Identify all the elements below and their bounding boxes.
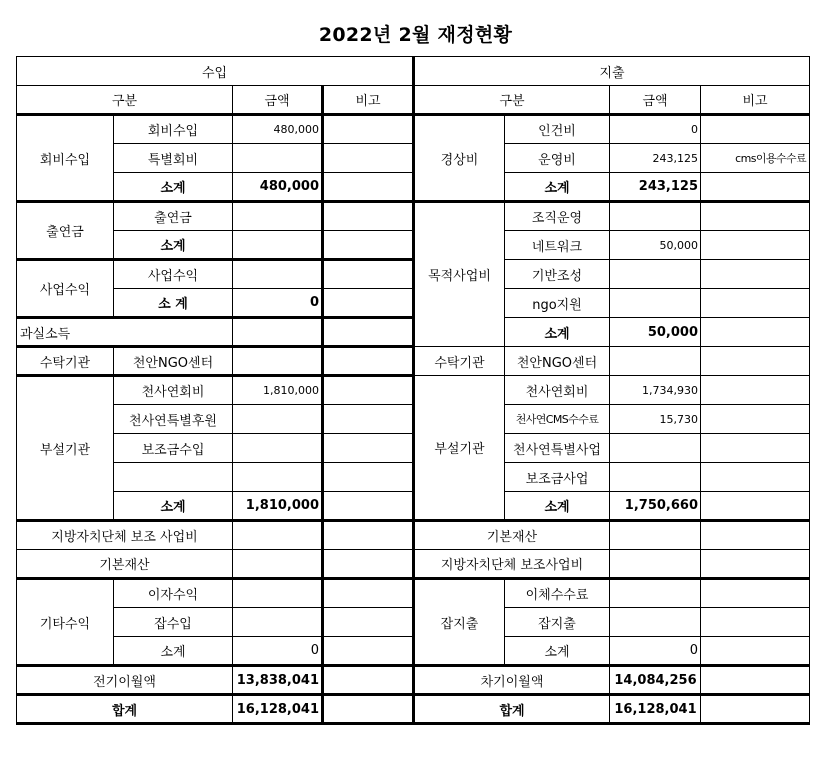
expense-basic-assets: 기본재산 — [414, 521, 610, 550]
expense-group-affiliate: 부설기관 — [414, 376, 505, 521]
expense-item: 천사연회비 — [505, 376, 610, 405]
income-col-amount: 금액 — [233, 86, 323, 115]
expense-amount — [610, 550, 701, 579]
income-note — [323, 434, 414, 463]
income-note — [323, 231, 414, 260]
expense-item: 보조금사업 — [505, 463, 610, 492]
expense-amount — [610, 463, 701, 492]
income-amount — [233, 463, 323, 492]
income-carry-in-label: 전기이월액 — [17, 666, 233, 695]
income-group-donation: 출연금 — [17, 202, 114, 260]
expense-note — [701, 521, 810, 550]
expense-note — [701, 289, 810, 318]
expense-amount — [610, 347, 701, 376]
income-note — [323, 405, 414, 434]
expense-note — [701, 260, 810, 289]
income-group-membership: 회비수입 — [17, 115, 114, 202]
income-item — [114, 463, 233, 492]
expense-subtotal: 0 — [610, 637, 701, 666]
income-note — [323, 318, 414, 347]
expense-note — [701, 231, 810, 260]
income-note — [323, 550, 414, 579]
table-row — [17, 579, 810, 608]
income-local-gov: 지방자치단체 보조 사업비 — [17, 521, 233, 550]
expense-amount: 50,000 — [610, 231, 701, 260]
expense-note — [701, 318, 810, 347]
income-note — [323, 579, 414, 608]
income-carry-in: 13,838,041 — [233, 666, 323, 695]
expense-header: 지출 — [414, 57, 810, 86]
income-subtotal: 1,810,000 — [233, 492, 323, 521]
table-row — [17, 173, 810, 202]
income-header: 수입 — [17, 57, 414, 86]
expense-trustee-label: 수탁기관 — [414, 347, 505, 376]
expense-note — [701, 347, 810, 376]
income-amount — [233, 550, 323, 579]
expense-amount — [610, 579, 701, 608]
expense-note — [701, 115, 810, 144]
income-fruit: 과실소득 — [17, 318, 233, 347]
income-basic-assets: 기본재산 — [17, 550, 233, 579]
expense-note — [701, 637, 810, 666]
expense-subtotal: 243,125 — [610, 173, 701, 202]
income-amount — [233, 608, 323, 637]
income-amount — [233, 144, 323, 173]
expense-amount: 1,734,930 — [610, 376, 701, 405]
expense-trustee-value: 천안NGO센터 — [505, 347, 610, 376]
table-row — [17, 666, 810, 695]
expense-amount — [610, 521, 701, 550]
income-note — [323, 492, 414, 521]
income-note — [323, 115, 414, 144]
table-row — [17, 463, 810, 492]
expense-carry-out-label: 차기이월액 — [414, 666, 610, 695]
expense-item: 조직운영 — [505, 202, 610, 231]
table-row — [17, 318, 810, 347]
expense-group-operating: 경상비 — [414, 115, 505, 202]
expense-note — [701, 434, 810, 463]
table-row — [17, 695, 810, 724]
income-group-business: 사업수익 — [17, 260, 114, 318]
expense-col-amount: 금액 — [610, 86, 701, 115]
income-amount — [233, 347, 323, 376]
expense-note — [701, 550, 810, 579]
expense-item: ngo지원 — [505, 289, 610, 318]
income-note — [323, 144, 414, 173]
expense-note — [701, 463, 810, 492]
page-title: 2022년 2월 재정현황 — [318, 24, 513, 46]
table-row — [17, 608, 810, 637]
expense-total: 16,128,041 — [610, 695, 701, 724]
expense-total-label: 합계 — [414, 695, 610, 724]
income-item: 천사연특별후원 — [114, 405, 233, 434]
income-item: 이자수익 — [114, 579, 233, 608]
income-col-category: 구분 — [17, 86, 233, 115]
income-note — [323, 666, 414, 695]
income-note — [323, 521, 414, 550]
income-item: 출연금 — [114, 202, 233, 231]
income-item: 사업수익 — [114, 260, 233, 289]
expense-subtotal: 1,750,660 — [610, 492, 701, 521]
income-subtotal: 480,000 — [233, 173, 323, 202]
income-note — [323, 695, 414, 724]
expense-note — [701, 608, 810, 637]
income-amount: 1,810,000 — [233, 376, 323, 405]
income-trustee-value: 천안NGO센터 — [114, 347, 233, 376]
expense-col-note: 비고 — [701, 86, 810, 115]
expense-note — [701, 405, 810, 434]
expense-amount — [610, 260, 701, 289]
expense-note — [701, 695, 810, 724]
income-subtotal-label: 소계 — [114, 492, 233, 521]
table-row — [17, 144, 810, 173]
expense-item: 인건비 — [505, 115, 610, 144]
income-subtotal: 0 — [233, 289, 323, 318]
income-subtotal — [233, 231, 323, 260]
expense-subtotal: 50,000 — [610, 318, 701, 347]
table-row — [17, 492, 810, 521]
income-group-other: 기타수익 — [17, 579, 114, 666]
income-amount — [233, 318, 323, 347]
expense-subtotal-label: 소계 — [505, 492, 610, 521]
income-item: 보조금수입 — [114, 434, 233, 463]
expense-note — [701, 376, 810, 405]
income-note — [323, 637, 414, 666]
expense-local-gov: 지방자치단체 보조사업비 — [414, 550, 610, 579]
income-note — [323, 173, 414, 202]
expense-amount: 0 — [610, 115, 701, 144]
table-row — [17, 637, 810, 666]
income-item: 회비수입 — [114, 115, 233, 144]
income-subtotal-label: 소 계 — [114, 289, 233, 318]
income-subtotal-label: 소계 — [114, 231, 233, 260]
table-row — [17, 521, 810, 550]
income-amount — [233, 405, 323, 434]
expense-item: 네트워크 — [505, 231, 610, 260]
expense-amount: 15,730 — [610, 405, 701, 434]
expense-note — [701, 202, 810, 231]
expense-amount — [610, 434, 701, 463]
income-amount — [233, 579, 323, 608]
expense-carry-out: 14,084,256 — [610, 666, 701, 695]
income-trustee-label: 수탁기관 — [17, 347, 114, 376]
table-row — [17, 434, 810, 463]
income-note — [323, 376, 414, 405]
income-subtotal-label: 소계 — [114, 637, 233, 666]
income-amount — [233, 202, 323, 231]
income-item: 특별회비 — [114, 144, 233, 173]
income-total-label: 합계 — [17, 695, 233, 724]
expense-group-misc: 잡지출 — [414, 579, 505, 666]
income-subtotal: 0 — [233, 637, 323, 666]
table-row — [17, 202, 810, 231]
expense-subtotal-label: 소계 — [505, 173, 610, 202]
income-note — [323, 347, 414, 376]
income-note — [323, 202, 414, 231]
income-note — [323, 260, 414, 289]
expense-note — [701, 579, 810, 608]
expense-amount: 243,125 — [610, 144, 701, 173]
income-note — [323, 289, 414, 318]
table-row — [17, 347, 810, 376]
finance-table — [16, 56, 810, 725]
expense-subtotal-label: 소계 — [505, 318, 610, 347]
table-row — [17, 289, 810, 318]
income-amount — [233, 434, 323, 463]
income-col-note: 비고 — [323, 86, 414, 115]
expense-note — [701, 666, 810, 695]
expense-item: 천사연CMS수수료 — [505, 405, 610, 434]
income-amount — [233, 521, 323, 550]
income-subtotal-label: 소계 — [114, 173, 233, 202]
expense-amount — [610, 202, 701, 231]
table-row — [17, 550, 810, 579]
table-row — [17, 405, 810, 434]
expense-note: cms이용수수료 — [701, 144, 810, 173]
expense-amount — [610, 289, 701, 318]
expense-group-purpose: 목적사업비 — [414, 202, 505, 347]
table-row — [17, 376, 810, 405]
income-note — [323, 463, 414, 492]
expense-item: 이체수수료 — [505, 579, 610, 608]
expense-item: 기반조성 — [505, 260, 610, 289]
expense-col-category: 구분 — [414, 86, 610, 115]
income-note — [323, 608, 414, 637]
income-amount — [233, 260, 323, 289]
table-row — [17, 231, 810, 260]
expense-note — [701, 492, 810, 521]
expense-note — [701, 173, 810, 202]
expense-subtotal-label: 소계 — [505, 637, 610, 666]
table-row — [17, 260, 810, 289]
income-group-affiliate: 부설기관 — [17, 376, 114, 521]
income-item: 잡수입 — [114, 608, 233, 637]
income-item: 천사연회비 — [114, 376, 233, 405]
income-amount: 480,000 — [233, 115, 323, 144]
expense-amount — [610, 608, 701, 637]
expense-item: 천사연특별사업 — [505, 434, 610, 463]
table-row — [17, 115, 810, 144]
expense-item: 운영비 — [505, 144, 610, 173]
expense-item: 잡지출 — [505, 608, 610, 637]
income-total: 16,128,041 — [233, 695, 323, 724]
